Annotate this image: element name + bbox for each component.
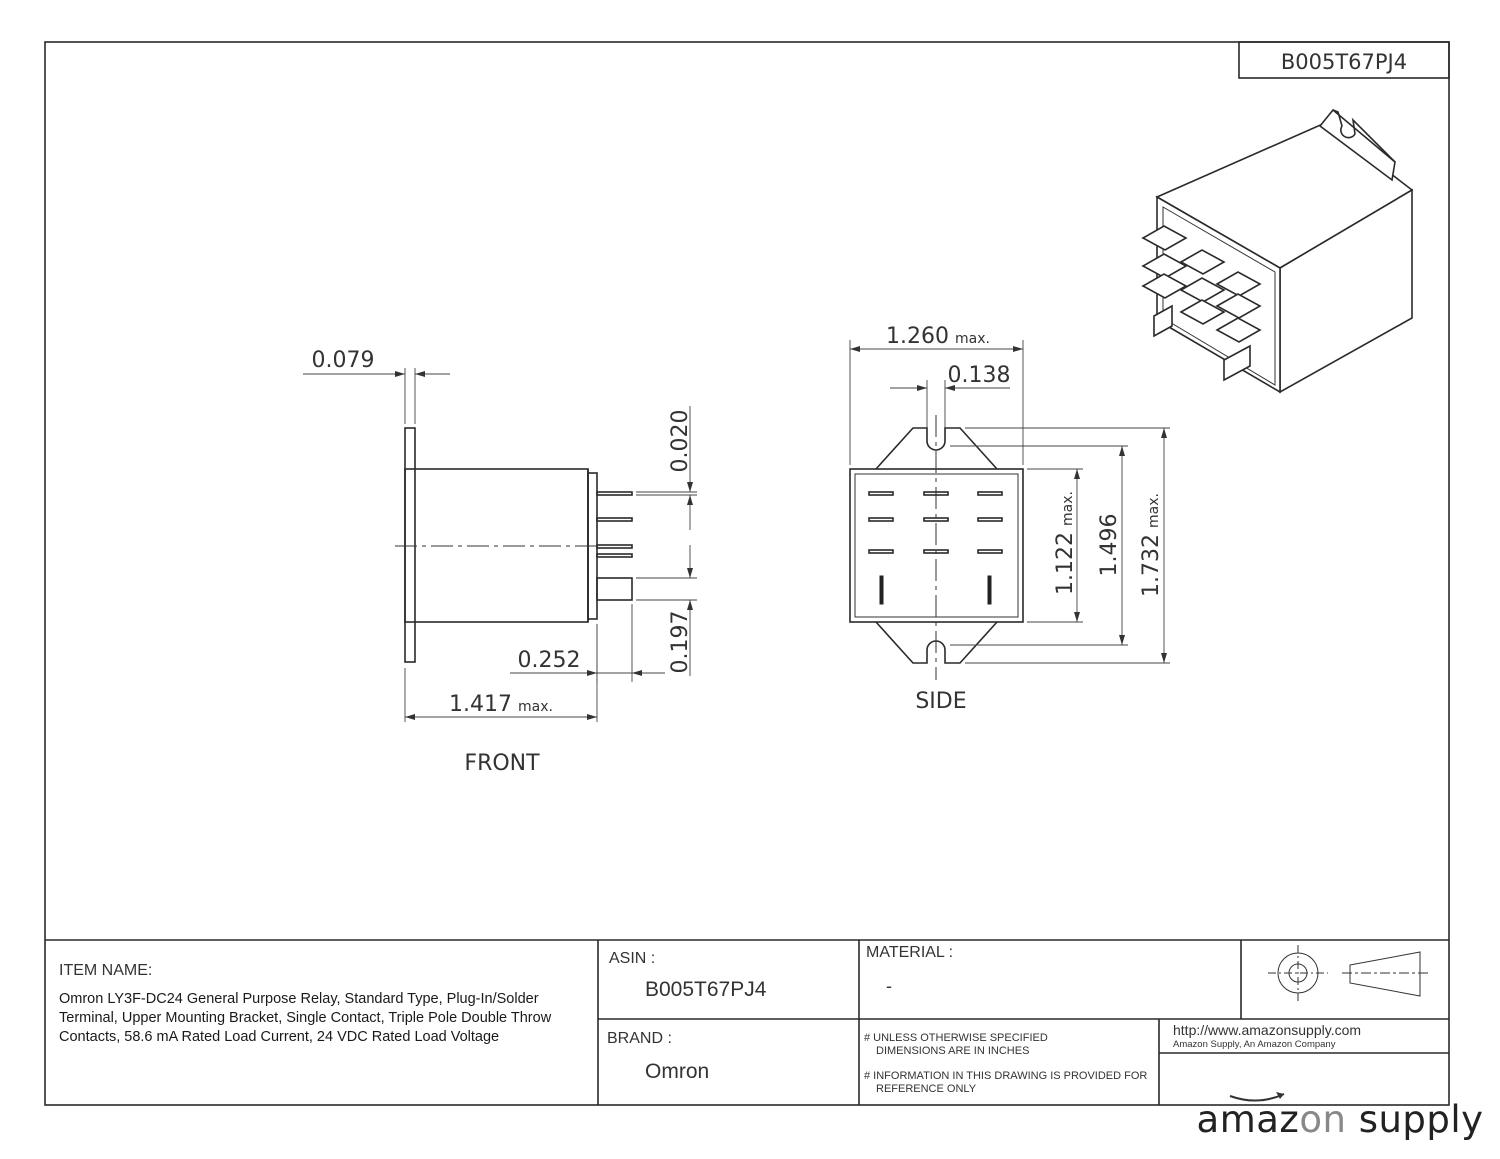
dim-depth-suffix: max. [518, 699, 553, 715]
side-view-label: SIDE [915, 689, 967, 714]
dim-width-suffix: max. [955, 331, 990, 347]
dim-depth-value: 1.417 [449, 692, 513, 717]
dim-overall-height-suffix: max. [1146, 493, 1162, 528]
material-label: MATERIAL : [866, 944, 954, 961]
logo-text-supply: supply [1358, 1098, 1484, 1141]
dim-depth [449, 692, 553, 717]
dim-pin-length: 0.252 [517, 648, 581, 673]
dim-bracket-thickness: 0.079 [311, 348, 375, 373]
front-bracket [405, 428, 415, 662]
front-pin [597, 492, 632, 495]
item-name-label: ITEM NAME: [59, 962, 153, 979]
front-pin [597, 518, 632, 521]
logo-text-on: on [1299, 1098, 1347, 1141]
material-value: - [886, 976, 892, 996]
note-units-line-2: DIMENSIONS ARE IN INCHES [876, 1045, 1030, 1057]
asin-value: B005T67PJ4 [645, 978, 767, 1001]
part-id: B005T67PJ4 [1280, 50, 1408, 74]
company-name: Amazon Supply, An Amazon Company [1173, 1039, 1336, 1050]
asin-label: ASIN : [609, 950, 656, 967]
dim-width-value: 1.260 [886, 324, 950, 349]
note-units-line-1: # UNLESS OTHERWISE SPECIFIED [864, 1032, 1048, 1044]
dim-overall-height [1139, 493, 1164, 597]
front-pin [597, 554, 632, 557]
item-name: Omron LY3F-DC24 General Purpose Relay, Standard Type, Plug-In/Solder Terminal, Upper Mounting Bracket, Single Contact, Triple Pole Double Throw Contacts, 58.6 mA Rated Load Current, 24 VDC Rated Load Voltage [59, 991, 556, 1045]
front-pin-square [597, 578, 632, 600]
dim-body-height-value: 1.122 [1053, 531, 1078, 595]
projection-symbol-icon [1268, 945, 1430, 1001]
side-view [850, 324, 1170, 714]
website-link[interactable]: http://www.amazonsupply.com [1173, 1022, 1362, 1038]
dim-body-height [1053, 491, 1078, 595]
amazon-supply-logo [1172, 1055, 1484, 1141]
dim-body-height-suffix: max. [1060, 491, 1076, 526]
isometric-view [1143, 110, 1412, 392]
dim-pin-offset: 0.197 [668, 610, 693, 674]
dim-slot-width: 0.138 [947, 363, 1011, 388]
dim-width [886, 324, 990, 349]
note-reference-line-1: # INFORMATION IN THIS DRAWING IS PROVIDED FOR [864, 1070, 1148, 1082]
front-view [303, 348, 697, 776]
dim-pin-thickness: 0.020 [668, 409, 693, 473]
dim-overall-height-value: 1.732 [1139, 533, 1164, 597]
front-view-label: FRONT [464, 751, 540, 776]
dim-hole-spacing: 1.496 [1097, 513, 1122, 577]
brand-value: Omron [645, 1060, 710, 1083]
logo-text-amaz: amaz [1196, 1098, 1300, 1141]
front-pin [597, 545, 632, 548]
brand-label: BRAND : [607, 1030, 672, 1047]
note-reference-line-2: REFERENCE ONLY [876, 1083, 977, 1095]
